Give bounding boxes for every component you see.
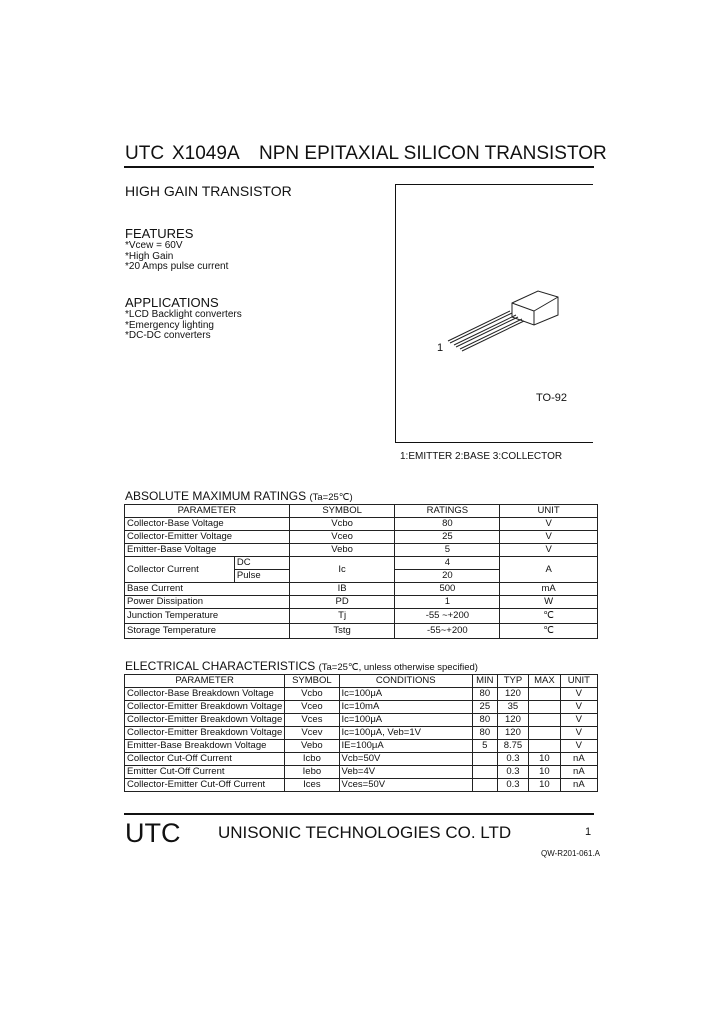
application-item: *Emergency lighting bbox=[125, 319, 214, 331]
min-cell: 80 bbox=[472, 727, 497, 740]
max-cell bbox=[529, 688, 561, 701]
param-cell: Collector Cut-Off Current bbox=[125, 753, 285, 766]
table-row bbox=[125, 609, 598, 624]
pin-one-marker: 1 bbox=[437, 342, 444, 354]
unit-cell: nA bbox=[560, 766, 597, 779]
unit-cell: nA bbox=[560, 779, 597, 792]
unit-cell: V bbox=[500, 518, 598, 531]
subparam-cell: DC bbox=[234, 557, 289, 570]
rating-cell: -55 ~+200 bbox=[395, 609, 500, 624]
table-row bbox=[125, 766, 598, 779]
param-cell: Power Dissipation bbox=[125, 596, 290, 609]
max-cell bbox=[529, 714, 561, 727]
feature-item: *20 Amps pulse current bbox=[125, 261, 229, 272]
typ-cell: 0.3 bbox=[497, 779, 528, 792]
max-cell bbox=[529, 740, 561, 753]
symbol-cell: Vcbo bbox=[289, 518, 395, 531]
table-header-row bbox=[125, 505, 598, 518]
col-header: PARAMETER bbox=[125, 505, 290, 518]
param-cell: Base Current bbox=[125, 583, 290, 596]
rating-cell: 4 bbox=[395, 557, 500, 570]
company-name: UNISONIC TECHNOLOGIES CO. LTD bbox=[218, 823, 512, 842]
header-brand: UTC bbox=[125, 143, 165, 164]
max-cell bbox=[529, 701, 561, 714]
typ-cell: 8.75 bbox=[497, 740, 528, 753]
param-cell: Emitter-Base Breakdown Voltage bbox=[125, 740, 285, 753]
col-header: SYMBOL bbox=[285, 675, 339, 688]
unit-cell: V bbox=[560, 740, 597, 753]
param-cell: Collector-Base Voltage bbox=[125, 518, 290, 531]
document-number: QW-R201-061.A bbox=[541, 849, 600, 858]
col-header: UNIT bbox=[500, 505, 598, 518]
unit-cell: V bbox=[560, 727, 597, 740]
page-number: 1 bbox=[585, 826, 592, 838]
unit-cell: ℃ bbox=[500, 609, 598, 624]
unit-cell: nA bbox=[560, 753, 597, 766]
abs-max-heading bbox=[125, 489, 353, 503]
table-row bbox=[125, 518, 598, 531]
min-cell bbox=[472, 779, 497, 792]
rating-cell: 20 bbox=[395, 570, 500, 583]
param-cell: Junction Temperature bbox=[125, 609, 290, 624]
unit-cell: mA bbox=[500, 583, 598, 596]
table-row bbox=[125, 714, 598, 727]
min-cell bbox=[472, 766, 497, 779]
param-cell: Collector-Base Breakdown Voltage bbox=[125, 688, 285, 701]
pin-legend: 1:EMITTER 2:BASE 3:COLLECTOR bbox=[400, 451, 563, 462]
min-cell: 80 bbox=[472, 688, 497, 701]
typ-cell: 120 bbox=[497, 714, 528, 727]
symbol-cell: Ices bbox=[285, 779, 339, 792]
conditions-cell: Ic=100μA, Veb=1V bbox=[339, 727, 472, 740]
package-name: TO-92 bbox=[536, 392, 567, 404]
unit-cell: V bbox=[500, 544, 598, 557]
elec-table bbox=[124, 674, 598, 792]
typ-cell: 120 bbox=[497, 727, 528, 740]
unit-cell: ℃ bbox=[500, 624, 598, 639]
symbol-cell: Tstg bbox=[289, 624, 395, 639]
symbol-cell: Vceo bbox=[285, 701, 339, 714]
unit-cell: V bbox=[560, 714, 597, 727]
table-row bbox=[125, 753, 598, 766]
param-cell: Storage Temperature bbox=[125, 624, 290, 639]
features-list bbox=[125, 241, 228, 273]
param-cell: Collector-Emitter Breakdown Voltage bbox=[125, 714, 285, 727]
rating-cell: 1 bbox=[395, 596, 500, 609]
unit-cell: W bbox=[500, 596, 598, 609]
rating-cell: -55~+200 bbox=[395, 624, 500, 639]
conditions-cell: Ic=100μA bbox=[339, 714, 472, 727]
table-row bbox=[125, 779, 598, 792]
param-cell: Collector-Emitter Breakdown Voltage bbox=[125, 701, 285, 714]
features-heading: FEATURES bbox=[125, 226, 194, 241]
elec-heading bbox=[125, 659, 478, 673]
typ-cell: 0.3 bbox=[497, 766, 528, 779]
col-header: SYMBOL bbox=[289, 505, 395, 518]
abs-max-table bbox=[124, 504, 598, 639]
max-cell: 10 bbox=[529, 766, 561, 779]
symbol-cell: Vceo bbox=[289, 531, 395, 544]
conditions-cell: Vces=50V bbox=[339, 779, 472, 792]
table-row bbox=[125, 624, 598, 639]
elec-title: ELECTRICAL CHARACTERISTICS bbox=[125, 659, 316, 673]
max-cell: 10 bbox=[529, 753, 561, 766]
conditions-cell: Veb=4V bbox=[339, 766, 472, 779]
min-cell: 25 bbox=[472, 701, 497, 714]
param-cell: Emitter-Base Voltage bbox=[125, 544, 290, 557]
abs-max-condition: (Ta=25℃) bbox=[309, 492, 353, 503]
symbol-cell: Vcev bbox=[285, 727, 339, 740]
symbol-cell: Vces bbox=[285, 714, 339, 727]
conditions-cell: Ic=100μA bbox=[339, 688, 472, 701]
footer-brand: UTC bbox=[125, 818, 181, 848]
table-header-row bbox=[125, 675, 598, 688]
col-header: CONDITIONS bbox=[339, 675, 472, 688]
col-header: PARAMETER bbox=[125, 675, 285, 688]
param-cell: Collector Current bbox=[125, 557, 235, 583]
col-header: RATINGS bbox=[395, 505, 500, 518]
param-cell: Collector-Emitter Breakdown Voltage bbox=[125, 727, 285, 740]
symbol-cell: Vcbo bbox=[285, 688, 339, 701]
param-cell: Collector-Emitter Voltage bbox=[125, 531, 290, 544]
application-item: *DC-DC converters bbox=[125, 330, 211, 341]
to92-package-image bbox=[440, 285, 570, 355]
table-row bbox=[125, 544, 598, 557]
conditions-cell: IE=100μA bbox=[339, 740, 472, 753]
col-header: UNIT bbox=[560, 675, 597, 688]
applications-list bbox=[125, 310, 242, 342]
table-row bbox=[125, 531, 598, 544]
conditions-cell: Ic=10mA bbox=[339, 701, 472, 714]
min-cell: 80 bbox=[472, 714, 497, 727]
table-row bbox=[125, 727, 598, 740]
symbol-cell: Icbo bbox=[285, 753, 339, 766]
col-header: TYP bbox=[497, 675, 528, 688]
unit-cell: V bbox=[500, 531, 598, 544]
subtitle: HIGH GAIN TRANSISTOR bbox=[125, 183, 292, 199]
col-header: MIN bbox=[472, 675, 497, 688]
min-cell bbox=[472, 753, 497, 766]
max-cell: 10 bbox=[529, 779, 561, 792]
feature-item: *Vcew = 60V bbox=[125, 240, 183, 251]
rating-cell: 500 bbox=[395, 583, 500, 596]
table-row bbox=[125, 583, 598, 596]
abs-max-title: ABSOLUTE MAXIMUM RATINGS bbox=[125, 489, 307, 503]
symbol-cell: PD bbox=[289, 596, 395, 609]
subparam-cell: Pulse bbox=[234, 570, 289, 583]
page-title: NPN EPITAXIAL SILICON TRANSISTOR bbox=[259, 143, 607, 164]
table-row bbox=[125, 701, 598, 714]
unit-cell: A bbox=[500, 557, 598, 583]
table-row bbox=[125, 740, 598, 753]
table-row bbox=[125, 688, 598, 701]
table-row bbox=[125, 596, 598, 609]
elec-condition: (Ta=25℃, unless otherwise specified) bbox=[318, 662, 478, 673]
application-item: *LCD Backlight converters bbox=[125, 309, 242, 320]
rating-cell: 25 bbox=[395, 531, 500, 544]
footer-divider bbox=[124, 813, 594, 815]
typ-cell: 120 bbox=[497, 688, 528, 701]
feature-item: *High Gain bbox=[125, 250, 174, 262]
symbol-cell: Vebo bbox=[289, 544, 395, 557]
conditions-cell: Vcb=50V bbox=[339, 753, 472, 766]
max-cell bbox=[529, 727, 561, 740]
typ-cell: 35 bbox=[497, 701, 528, 714]
symbol-cell: IB bbox=[289, 583, 395, 596]
header-divider bbox=[124, 166, 594, 168]
rating-cell: 80 bbox=[395, 518, 500, 531]
symbol-cell: Iebo bbox=[285, 766, 339, 779]
unit-cell: V bbox=[560, 688, 597, 701]
min-cell: 5 bbox=[472, 740, 497, 753]
applications-heading: APPLICATIONS bbox=[125, 295, 219, 310]
typ-cell: 0.3 bbox=[497, 753, 528, 766]
part-number: X1049A bbox=[172, 143, 240, 164]
table-row bbox=[125, 557, 598, 570]
param-cell: Emitter Cut-Off Current bbox=[125, 766, 285, 779]
symbol-cell: Ic bbox=[289, 557, 395, 583]
col-header: MAX bbox=[529, 675, 561, 688]
symbol-cell: Vebo bbox=[285, 740, 339, 753]
unit-cell: V bbox=[560, 701, 597, 714]
rating-cell: 5 bbox=[395, 544, 500, 557]
param-cell: Collector-Emitter Cut-Off Current bbox=[125, 779, 285, 792]
symbol-cell: Tj bbox=[289, 609, 395, 624]
